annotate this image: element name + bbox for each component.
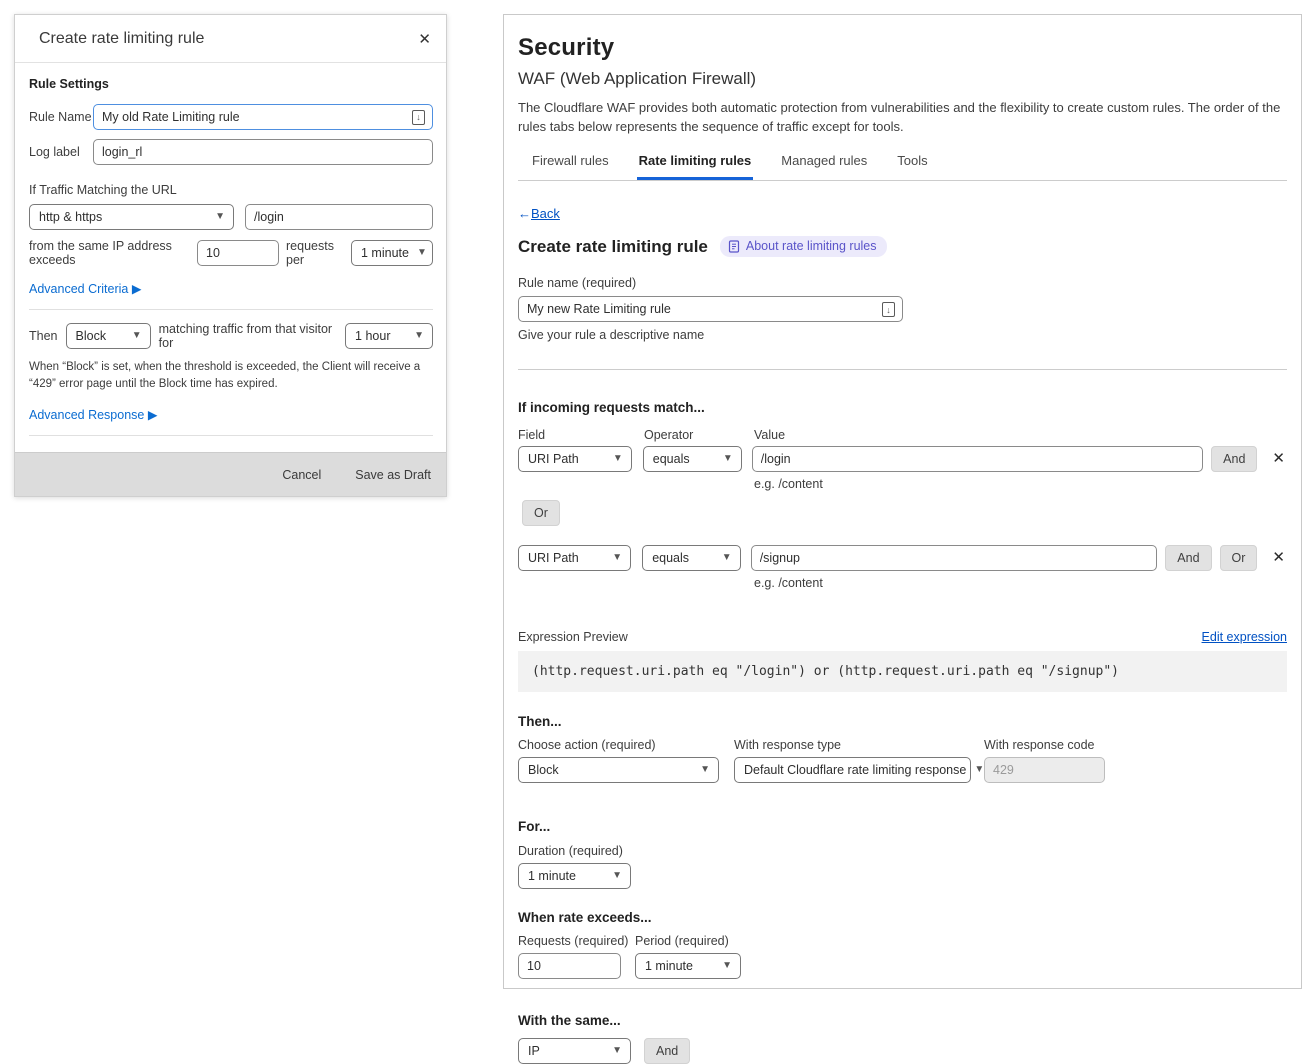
- value-input[interactable]: [751, 545, 1158, 571]
- block-note: When “Block” is set, when the threshold is exceeded, the Client will receive a “429” error page until the Block time has expired.: [29, 361, 421, 390]
- or-button[interactable]: Or: [1220, 545, 1258, 571]
- back-link[interactable]: ←Back: [518, 206, 560, 221]
- and-button[interactable]: And: [1165, 545, 1211, 571]
- expand-arrow-icon: ▶: [131, 282, 142, 296]
- dialog-title: Create rate limiting rule: [39, 29, 205, 47]
- chevron-down-icon: ▼: [722, 960, 732, 971]
- then-label: Then: [29, 329, 58, 343]
- log-label-label: Log label: [29, 145, 80, 159]
- rule-name-label: Rule name (required): [518, 276, 637, 290]
- duration-select[interactable]: 1 minute ▼: [518, 863, 631, 889]
- remove-condition-icon[interactable]: ✕: [1272, 450, 1285, 467]
- autofill-icon[interactable]: ↓: [412, 110, 425, 125]
- chevron-down-icon: ▼: [416, 247, 427, 258]
- tab-rate-limiting-rules[interactable]: Rate limiting rules: [637, 153, 754, 180]
- traffic-matching-heading: If Traffic Matching the URL: [29, 183, 177, 197]
- threshold-row: [29, 239, 433, 267]
- operator-label: Operator: [644, 428, 694, 442]
- expression-preview-label: Expression Preview: [518, 630, 628, 644]
- response-type-select[interactable]: Default Cloudflare rate limiting response ▼: [734, 757, 971, 783]
- characteristic-select[interactable]: IP ▼: [518, 1038, 631, 1064]
- rule-name-helper: Give your rule a descriptive name: [518, 328, 705, 342]
- divider: [29, 435, 433, 436]
- doc-icon: [728, 240, 740, 253]
- operator-select[interactable]: equals ▼: [643, 446, 742, 472]
- advanced-response-link[interactable]: Advanced Response ▶: [29, 408, 158, 422]
- dialog-footer: [15, 452, 446, 496]
- tab-tools[interactable]: Tools: [897, 153, 928, 168]
- remove-condition-icon[interactable]: ✕: [1272, 549, 1285, 566]
- chevron-down-icon: ▼: [414, 330, 424, 341]
- rule-name-input[interactable]: [93, 104, 433, 130]
- rule-name-label: Rule Name: [29, 110, 92, 124]
- divider: [518, 369, 1287, 370]
- value-hint: e.g. /content: [754, 576, 823, 590]
- divider: [29, 309, 433, 310]
- condition-row: [518, 545, 1287, 571]
- rule-name-input[interactable]: [518, 296, 903, 322]
- response-code-input: [984, 757, 1105, 783]
- then-heading: Then...: [518, 714, 562, 729]
- response-code-label: With response code: [984, 738, 1095, 752]
- page-description: The Cloudflare WAF provides both automatic protection from vulnerabilities and the flexibility to create custom rules. The order of the rules tabs below represents the sequence of traffic except for tools.: [518, 100, 1281, 134]
- value-input[interactable]: [752, 446, 1203, 472]
- chevron-down-icon: ▼: [700, 764, 710, 775]
- choose-action-label: Choose action (required): [518, 738, 656, 752]
- then-middle: matching traffic from that visitor for: [158, 322, 333, 350]
- waf-tabs: [518, 153, 1287, 181]
- threshold-input[interactable]: [197, 240, 279, 266]
- chevron-down-icon: ▼: [131, 330, 142, 341]
- for-heading: For...: [518, 819, 551, 834]
- chevron-down-icon: ▼: [612, 1045, 622, 1056]
- rule-settings-heading: Rule Settings: [29, 77, 109, 91]
- period-select[interactable]: 1 minute ▼: [635, 953, 741, 979]
- value-hint: e.g. /content: [754, 477, 823, 491]
- chevron-down-icon: ▼: [612, 552, 623, 563]
- dialog-header: [15, 15, 446, 63]
- advanced-criteria-link[interactable]: Advanced Criteria ▶: [29, 282, 142, 296]
- rule-name-row: [29, 104, 433, 130]
- block-duration-select[interactable]: 1 hour ▼: [345, 323, 433, 349]
- autofill-icon[interactable]: ↓: [882, 302, 895, 317]
- chevron-down-icon: ▼: [974, 764, 985, 775]
- scheme-select[interactable]: http & https ▼: [29, 204, 234, 230]
- url-input[interactable]: [245, 204, 433, 230]
- period-label: Period (required): [635, 934, 729, 948]
- action-select[interactable]: Block ▼: [518, 757, 719, 783]
- field-select[interactable]: URI Path ▼: [518, 545, 631, 571]
- threshold-middle: requests per: [286, 239, 334, 267]
- period-select[interactable]: 1 minute ▼: [351, 240, 433, 266]
- incoming-requests-heading: If incoming requests match...: [518, 400, 705, 415]
- log-label-row: [29, 139, 433, 165]
- save-as-draft-button[interactable]: Save as Draft: [355, 467, 431, 482]
- action-select[interactable]: Block ▼: [66, 323, 151, 349]
- and-button[interactable]: And: [1211, 446, 1257, 472]
- and-button[interactable]: And: [644, 1038, 690, 1064]
- chevron-down-icon: ▼: [215, 211, 225, 222]
- about-rate-limiting-rules-badge[interactable]: About rate limiting rules: [720, 236, 887, 257]
- tab-firewall-rules[interactable]: Firewall rules: [532, 153, 609, 168]
- chevron-down-icon: ▼: [612, 870, 622, 881]
- dialog-body: [15, 77, 446, 466]
- security-waf-panel: [503, 14, 1302, 1058]
- url-match-row: [29, 204, 433, 230]
- response-type-label: With response type: [734, 738, 841, 752]
- page-subtitle: WAF (Web Application Firewall): [518, 69, 757, 88]
- condition-row: [518, 446, 1287, 472]
- page-title: Security: [518, 34, 615, 61]
- expression-code: (http.request.uri.path eq "/login") or (http.request.uri.path eq "/signup"): [518, 651, 1287, 692]
- edit-expression-link[interactable]: Edit expression: [1201, 630, 1287, 644]
- value-label: Value: [754, 428, 786, 442]
- cancel-button[interactable]: Cancel: [282, 467, 322, 482]
- then-row: [29, 322, 433, 350]
- log-label-input[interactable]: [93, 139, 433, 165]
- or-button[interactable]: Or: [522, 500, 560, 526]
- threshold-prefix: from the same IP address exceeds: [29, 239, 172, 267]
- create-rate-limiting-rule-dialog: [14, 14, 447, 497]
- requests-input[interactable]: [518, 953, 621, 979]
- chevron-down-icon: ▼: [722, 453, 733, 464]
- field-select[interactable]: URI Path ▼: [518, 446, 632, 472]
- with-same-heading: With the same...: [518, 1013, 621, 1028]
- rate-exceeds-heading: When rate exceeds...: [518, 910, 652, 925]
- requests-label: Requests (required): [518, 934, 629, 948]
- create-rule-heading: Create rate limiting rule: [518, 236, 708, 256]
- duration-label: Duration (required): [518, 844, 623, 858]
- chevron-down-icon: ▼: [612, 453, 623, 464]
- back-arrow-icon: ←: [518, 206, 531, 221]
- operator-select[interactable]: equals ▼: [642, 545, 740, 571]
- close-icon[interactable]: ✕: [418, 30, 431, 48]
- expand-arrow-icon: ▶: [147, 408, 158, 422]
- chevron-down-icon: ▼: [721, 552, 732, 563]
- tab-managed-rules[interactable]: Managed rules: [781, 153, 868, 168]
- field-label: Field: [518, 428, 546, 442]
